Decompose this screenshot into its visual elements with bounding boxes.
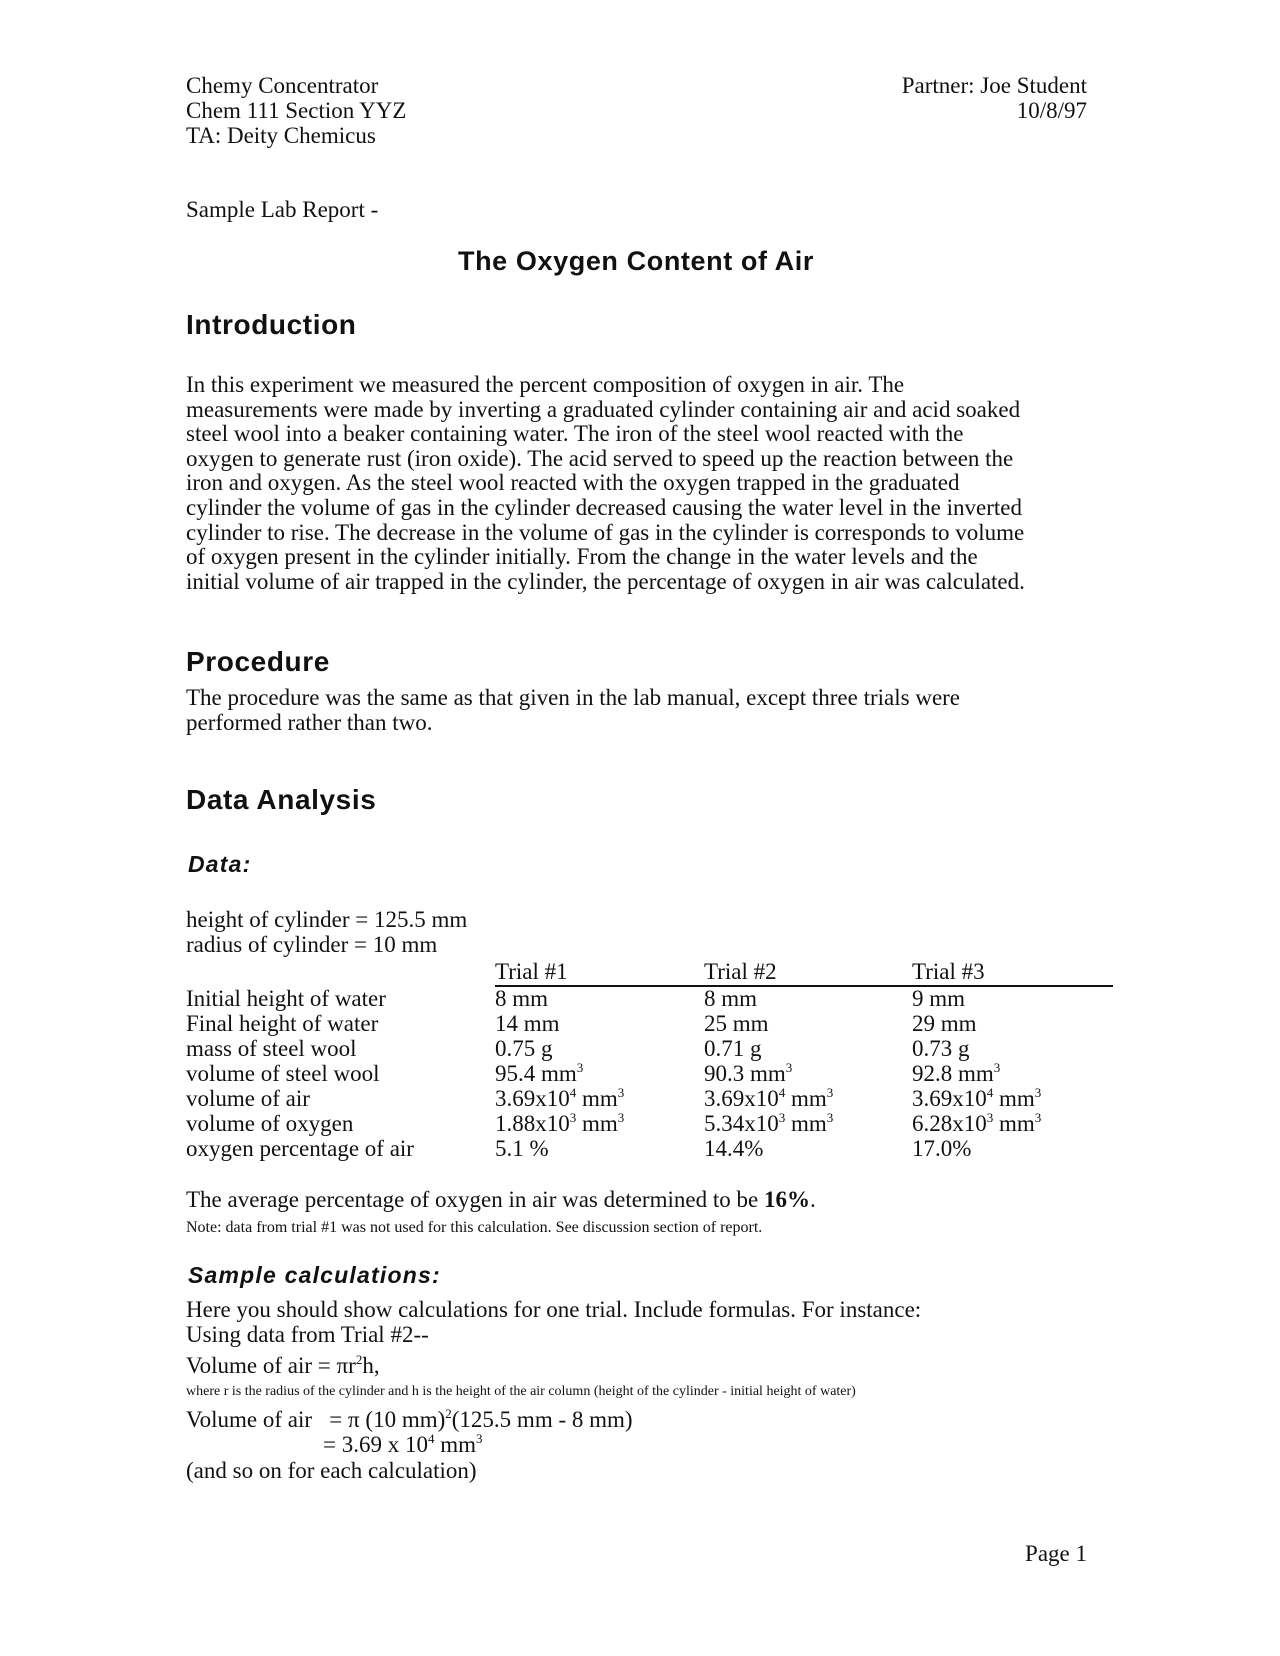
introduction-line: steel wool into a beaker containing water. The iron of the steel wool reacted with the xyxy=(186,421,964,447)
introduction-line: of oxygen present in the cylinder initially. From the change in the water levels and the xyxy=(186,544,978,570)
procedure-line: The procedure was the same as that given in the lab manual, except three trials were xyxy=(186,685,961,710)
table-row-label: volume of steel wool xyxy=(186,1061,380,1086)
author-name: Chemy Concentrator xyxy=(186,73,379,98)
volume-formula: Volume of air = $\pi r^2h$, xyxy=(186,1352,380,1378)
table-header-trial-3: Trial #3 xyxy=(912,959,985,984)
table-cell: 8 mm xyxy=(495,986,549,1011)
teaching-assistant: TA: Deity Chemicus xyxy=(186,123,376,148)
table-cell: 0.73 g xyxy=(912,1036,970,1061)
table-cell: 0.75 g xyxy=(495,1036,553,1061)
report-date: 10/8/97 xyxy=(1016,98,1087,123)
table-cell: $3.69x10^4$ $mm^3$ xyxy=(495,1085,625,1111)
table-row-label: Final height of water xyxy=(186,1011,379,1036)
course-section: Chem 111 Section YYZ xyxy=(186,98,407,123)
introduction-line: iron and oxygen. As the steel wool reacted with the oxygen trapped in the graduated xyxy=(186,470,960,496)
table-cell: 92.8 $mm^3$ xyxy=(912,1060,1001,1086)
table-cell: $3.69x10^4$ $mm^3$ xyxy=(912,1085,1042,1111)
sample-calculations-heading: Sample calculations: xyxy=(188,1262,441,1288)
table-cell: 29 mm xyxy=(912,1011,977,1036)
introduction-line: cylinder the volume of gas in the cylinder decreased causing the water level in the inverted xyxy=(186,494,1022,520)
table-cell: $5.34x10^3$ $mm^3$ xyxy=(704,1110,834,1136)
average-value: 16% xyxy=(763,1187,810,1212)
table-header-trial-1: Trial #1 xyxy=(495,959,568,984)
procedure-heading: Procedure xyxy=(186,646,330,677)
table-cell: 25 mm xyxy=(704,1011,769,1036)
calculation-note: Note: data from trial #1 was not used for this calculation. See discussion section of report. xyxy=(186,1219,763,1236)
introduction-line: cylinder to rise. The decrease in the volume of gas in the cylinder is corresponds to volume xyxy=(186,519,1025,545)
table-cell: 95.4 $mm^3$ xyxy=(495,1060,584,1086)
data-analysis-heading: Data Analysis xyxy=(186,784,377,815)
calculations-intro-line: Here you should show calculations for one trial. Include formulas. For instance: xyxy=(186,1297,922,1322)
introduction-heading: Introduction xyxy=(186,309,357,340)
introduction-line: oxygen to generate rust (iron oxide). The acid served to speed up the reaction between the xyxy=(186,445,1014,471)
table-row-label: Initial height of water xyxy=(186,986,386,1011)
table-cell: 17.0% xyxy=(912,1136,972,1161)
table-cell: 9 mm xyxy=(912,986,966,1011)
report-title: The Oxygen Content of Air xyxy=(457,246,814,276)
table-cell: 14.4% xyxy=(704,1136,764,1161)
cylinder-radius: radius of cylinder = 10 mm xyxy=(186,932,438,957)
table-row-label: volume of air xyxy=(186,1086,310,1111)
table-header-rule xyxy=(495,985,1113,987)
calculations-trial-line: Using data from Trial #2-- xyxy=(186,1322,429,1347)
introduction-line: measurements were made by inverting a graduated cylinder containing air and acid soaked xyxy=(186,396,1021,422)
introduction-line: In this experiment we measured the percent composition of oxygen in air. The xyxy=(186,372,905,397)
table-row-label: volume of oxygen xyxy=(186,1111,354,1136)
table-cell: $3.69x10^4$ $mm^3$ xyxy=(704,1085,834,1111)
calculations-closing: (and so on for each calculation) xyxy=(186,1458,477,1483)
formula-where-note: where r is the radius of the cylinder and h is the height of the air column (height of the cylinder - initial height of water) xyxy=(186,1384,856,1399)
table-cell: 14 mm xyxy=(495,1011,560,1036)
table-header-trial-2: Trial #2 xyxy=(704,959,777,984)
table-cell: 8 mm xyxy=(704,986,758,1011)
report-label: Sample Lab Report - xyxy=(186,197,379,222)
volume-calculation-step-1: Volume of air = π (10 mm)$^2$(125.5 mm - 8 mm) xyxy=(186,1406,633,1432)
introduction-line: initial volume of air trapped in the cylinder, the percentage of oxygen in air was calculated. xyxy=(186,568,1025,594)
data-subheading: Data: xyxy=(188,851,252,877)
average-result: The average percentage of oxygen in air was determined to be 16%. xyxy=(186,1187,816,1212)
procedure-paragraph xyxy=(186,686,960,735)
page-number: Page 1 xyxy=(1025,1541,1087,1566)
introduction-paragraph xyxy=(186,373,1025,594)
table-cell: 5.1 % xyxy=(495,1136,549,1161)
table-cell: $6.28x10^3$ $mm^3$ xyxy=(912,1110,1042,1136)
table-row-label: oxygen percentage of air xyxy=(186,1136,414,1161)
partner-name: Partner: Joe Student xyxy=(901,73,1087,98)
volume-calculation-step-2: = 3.69 x $10^4$ $mm^3$ xyxy=(323,1431,483,1457)
table-row-label: mass of steel wool xyxy=(186,1036,357,1061)
table-cell: 0.71 g xyxy=(704,1036,762,1061)
cylinder-height: height of cylinder = 125.5 mm xyxy=(186,907,468,932)
procedure-line: performed rather than two. xyxy=(186,709,433,735)
table-cell: 90.3 $mm^3$ xyxy=(704,1060,793,1086)
table-cell: $1.88x10^3$ $mm^3$ xyxy=(495,1110,625,1136)
